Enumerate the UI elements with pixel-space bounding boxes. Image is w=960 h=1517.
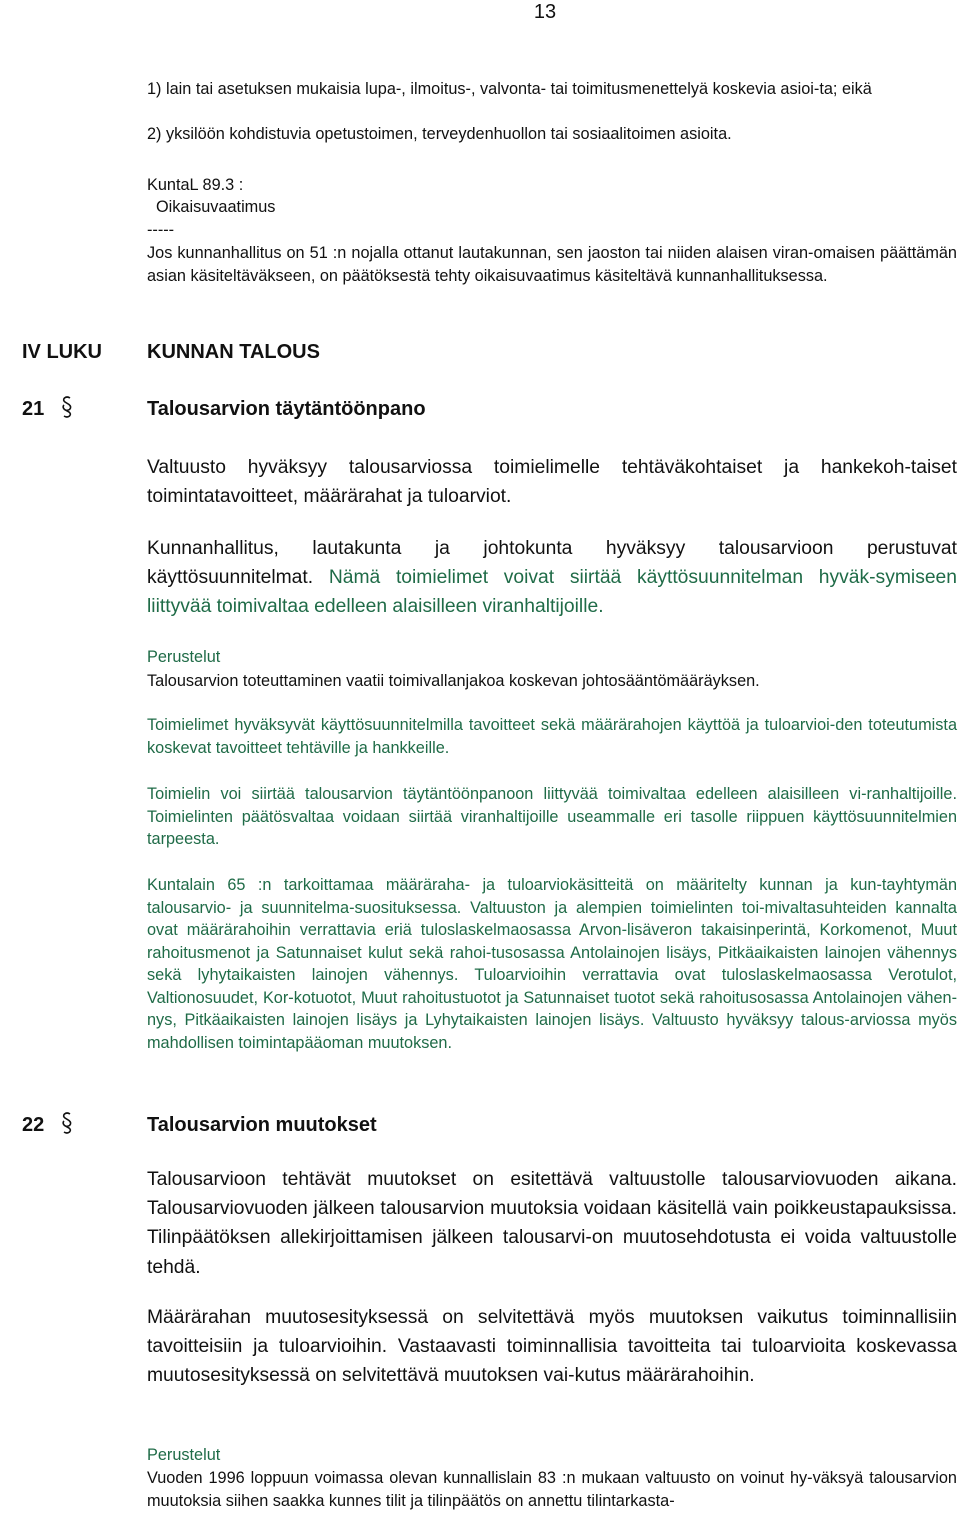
section-21-para-1: Valtuusto hyväksyy talousarviossa toimielimelle tehtäväkohtaiset ja hankekoh-taiset toimintatavoitteet, määrärahat ja tuloarviot. (147, 457, 957, 508)
section-21-title: Talousarvion täytäntöönpano (147, 398, 426, 420)
section-sign-icon (60, 1111, 74, 1135)
section-21-perustelut-label: Perustelut (147, 648, 221, 666)
section-21-para-2 (147, 534, 957, 622)
section-22-number-text: 22 (22, 1114, 45, 1136)
section-22-number (22, 1111, 74, 1139)
intro-item-2: 2) yksilöön kohdistuvia opetustoimen, terveydenhuollon tai sosiaalitoimen asioita. (147, 125, 732, 143)
section-21-number (22, 395, 74, 423)
chapter-title: KUNNAN TALOUS (147, 341, 320, 363)
section-22-perustelut-label: Perustelut (147, 1446, 221, 1464)
section-22-perustelut-1: Vuoden 1996 loppuun voimassa olevan kunnallislain 83 :n mukaan valtuusto on voinut hy-väksyä talousarvion muutoksia siihen saakka kunnes tilit ja tilinpäätös on annettu tilintarkasta- (147, 1469, 957, 1510)
kuntal-reference: KuntaL 89.3 : (147, 176, 244, 194)
kuntal-separator: ----- (147, 221, 175, 239)
kuntal-title: Oikaisuvaatimus (156, 198, 276, 216)
intro-item-1: 1) lain tai asetuksen mukaisia lupa-, ilmoitus-, valvonta- tai toimitusmenettelyä koskevia asioi-ta; eikä (147, 80, 872, 98)
kuntal-text: Jos kunnanhallitus on 51 :n nojalla ottanut lautakunnan, sen jaoston tai niiden alaisen viran-omaisen päättämän asian käsiteltäväkseen, on päätöksestä tehty oikaisuvaatimus käsiteltävä kunnanhallituksessa. (147, 244, 957, 285)
section-21-perustelut-4: Kuntalain 65 :n tarkoittamaa määräraha- ja tuloarviokäsitteitä on määritelty kunnan ja kun-tayhtymän talousarvio- ja suunnitelma-suosituksessa. Valtuuston ja alempien toimielinten toi-mivaltasuhteiden kannalta ovat määrärahoihin verrattavia eriä tuloslaskelmaosassa Arvon-lisäveron takaisinperintä, Korkomenot, Muut rahoitusmenot ja Satunnaiset kulut sekä rahoi-tusosassa Antolainojen lisäys, Pitkäaikaisten lainojen vähennys sekä lyhytaikaisten lainojen vähennys. Tuloarvioihin verrattavia ovat tuloslaskelmaosassa Verotulot, Valtionosuudet, Kor-kotuotot, Muut rahoitustuotot ja Satunnaiset tuotot sekä rahoitusosassa Antolainojen vähen-nys, Pitkäaikaisten lainojen lisäys ja Lyhytaikaisten lainojen lisäys. Valtuusto hyväksyy talous-arviossa myös mahdollisen toimintapääoman muutoksen. (147, 876, 957, 1052)
section-22-para-1: Talousarvioon tehtävät muutokset on esitettävä valtuustolle talousarviovuoden aikana. Talousarviovuoden jälkeen talousarvion muutoksia voidaan käsitellä vain poikkeustapauksissa. Tilinpäätöksen allekirjoittamisen jälkeen talousarvi-on muutosehdotusta ei voida valtuustolle tehdä. (147, 1169, 957, 1278)
section-sign-icon (60, 395, 74, 419)
section-22-para-2: Määrärahan muutosesityksessä on selvitettävä myös muutoksen vaikutus toiminnallisiin tavoitteisiin ja tuloarvioihin. Vastaavasti toiminnallisia tavoitteita tai tuloarvioita koskevassa muutosesityksessä on selvitettävä muutoksen vai-kutus määrärahoihin. (147, 1307, 957, 1387)
section-22-title: Talousarvion muutokset (147, 1114, 377, 1136)
section-21-para-2-b: Nämä toimielimet voivat siirtää käyttösuunnitelman hyväk-symiseen liittyvää toimivaltaa edelleen alaisilleen viranhaltijoille. (147, 567, 957, 618)
section-21-para-2-a: Kunnanhallitus, lautakunta ja johtokunta hyväksyy talousarvioon perustuvat käyttösuunnitelmat. (147, 538, 957, 589)
section-21-perustelut-3: Toimielin voi siirtää talousarvion täytäntöönpanoon liittyvää toimivaltaa edelleen alaisilleen vi-ranhaltijoille. Toimielinten päätösvaltaa voidaan siirtää viranhaltijoille useammalle eri tasolle riippuen käyttösuunnitelmien tarpeesta. (147, 785, 957, 848)
section-21-perustelut-1: Talousarvion toteuttaminen vaatii toimivallanjakoa koskevan johtosääntömääräyksen. (147, 672, 760, 690)
section-21-number-text: 21 (22, 398, 45, 420)
section-21-perustelut-2: Toimielimet hyväksyvät käyttösuunnitelmilla tavoitteet sekä määrärahojen käyttöä ja tuloarvioi-den toteutumista koskevat tavoitteet tehtäville ja hankkeille. (147, 716, 957, 757)
chapter-number: IV LUKU (22, 341, 102, 363)
page-number: 13 (533, 1, 557, 23)
